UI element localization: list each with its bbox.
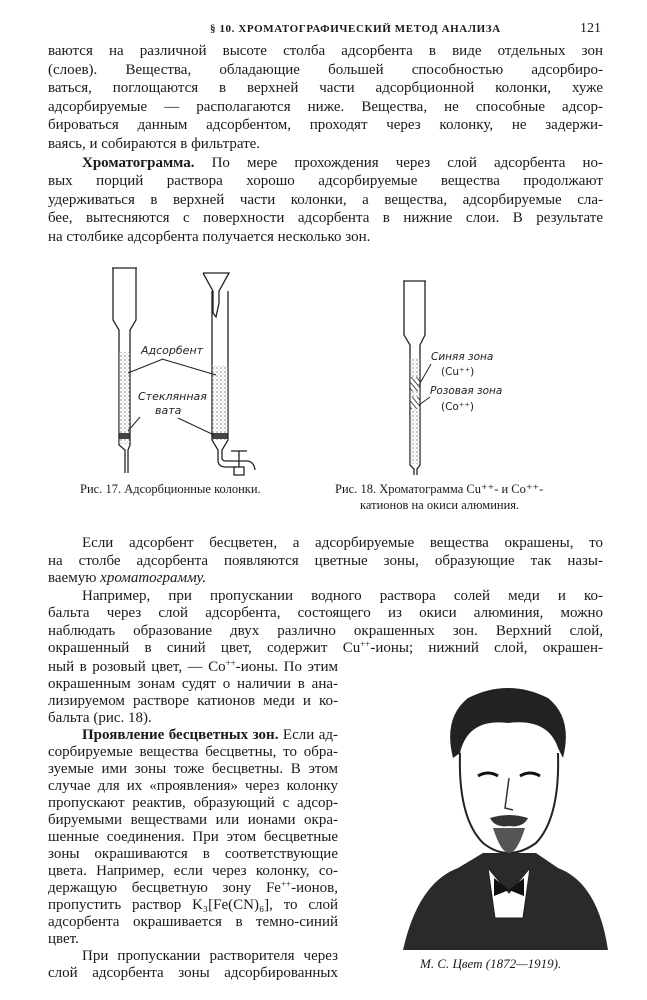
text-line bbox=[48, 659, 338, 676]
text-line: вых порций раствора хорошо адсорбируемые вещества продолжают bbox=[48, 173, 603, 190]
label-blue-zone: Синяя зона bbox=[431, 351, 494, 363]
text-line: адсорбируемые — располагаются ниже. Вещества, не способные адсор- bbox=[48, 98, 603, 115]
text-span: По мере прохождения через слой адсорбента но- bbox=[194, 154, 603, 171]
figure-18-caption-line2: катионов на окиси алюминия. bbox=[360, 498, 520, 512]
text-line: цвет. bbox=[48, 931, 79, 947]
portrait-tsvet bbox=[398, 678, 613, 950]
fig17-labels bbox=[128, 344, 216, 435]
text-line: зуемые ими зоны тоже бесцветны. В этом bbox=[48, 761, 338, 777]
label-glass-wool-1: Стеклянная bbox=[138, 390, 207, 403]
text-line: лизируемом растворе катионов меди и ко- bbox=[48, 693, 338, 709]
text-line: ваясь, и собираются в фильтрате. bbox=[48, 135, 261, 152]
superscript: ++ bbox=[225, 658, 236, 668]
figure-17-caption: Рис. 17. Адсорбционные колонки. bbox=[80, 482, 261, 496]
paragraph-top bbox=[48, 42, 603, 247]
label-pink-zone: Розовая зона bbox=[430, 385, 503, 397]
section-heading-developing: Проявление бесцветных зон. bbox=[82, 727, 279, 743]
text-span: окрашенный в синий цвет, содержит Cu bbox=[48, 640, 361, 656]
text-line: При пропускании растворителя через bbox=[82, 948, 338, 964]
superscript: ++ bbox=[280, 879, 292, 889]
text-line: зоны окрашиваются в соответствующие bbox=[48, 846, 338, 862]
text-line: бее, вытесняются с поверхности адсорбента в нижние слои. В результате bbox=[48, 210, 603, 227]
text-line bbox=[48, 880, 338, 897]
page-number: 121 bbox=[580, 21, 601, 36]
text-line: окрашенным зонам судят о наличии в ана- bbox=[48, 676, 338, 692]
fig18-labels bbox=[419, 351, 502, 413]
text-line: цвета. Например, если через колонку, со- bbox=[48, 863, 338, 879]
paragraph-section2 bbox=[48, 535, 603, 658]
superscript: ++ bbox=[360, 639, 371, 649]
text-line: (слоев). Вещества, обладающие большей способностью адсорбиро- bbox=[48, 61, 603, 78]
column-right bbox=[203, 273, 255, 475]
text-span: -ионов, bbox=[291, 880, 338, 896]
label-cu-ion: (Cu⁺⁺) bbox=[441, 366, 475, 378]
text-span: -ионы. По этим bbox=[235, 659, 338, 675]
header-title: § 10. ХРОМАТОГРАФИЧЕСКИЙ МЕТОД АНАЛИЗА bbox=[210, 23, 501, 35]
text-line: бальта через слой адсорбента, состоящего из окиси алюминия, можно bbox=[48, 605, 603, 621]
text-line: сорбируемые вещества бесцветны, то обра- bbox=[48, 744, 338, 760]
portrait-caption: М. С. Цвет (1872—1919). bbox=[420, 956, 562, 971]
text-line: Например, при пропускании водного раствора солей меди и ко- bbox=[82, 587, 603, 604]
text-line: на столбе адсорбента появляются цветные зоны, образующие так назы- bbox=[48, 552, 603, 569]
text-line: Если адсорбент бесцветен, а адсорбируемые вещества окрашены, то bbox=[82, 535, 603, 551]
text-span: держащую бесцветную зону Fe bbox=[48, 880, 281, 896]
text-line: шенные соединения. При этом бесцветные bbox=[48, 829, 338, 845]
section-heading-chromatogram: Хроматограмма. bbox=[82, 154, 195, 171]
text-line bbox=[48, 727, 338, 744]
text-line bbox=[48, 640, 603, 658]
text-line: бальта (рис. 18). bbox=[48, 710, 152, 726]
text-line: наблюдать образование двух различно окрашенных зон. Верхний слой, bbox=[48, 622, 603, 639]
text-line: бироваться данным адсорбентом, проходят через колонку, не задержи- bbox=[48, 117, 603, 134]
term-chromatogram: хроматограмму. bbox=[100, 570, 207, 586]
paragraph-narrow-column bbox=[48, 659, 338, 982]
text-line: ваться, поглощаются в верхней части адсорбционной колонки, хуже bbox=[48, 80, 603, 97]
running-header bbox=[0, 22, 647, 38]
text-span: Если ад- bbox=[278, 727, 339, 743]
text-line: на столбике адсорбента получается несколько зон. bbox=[48, 228, 371, 245]
text-line: ваются на различной высоте столба адсорбента в виде отдельных зон bbox=[48, 43, 603, 59]
text-line: пропустить раствор K₃[Fe(CN)₆], то слой bbox=[48, 897, 338, 913]
text-line bbox=[48, 154, 603, 173]
figure-17-adsorption-columns bbox=[0, 255, 647, 480]
text-line: случае для их «проявления» через колонку bbox=[48, 778, 338, 794]
text-span: ный в розовый цвет, — Co bbox=[48, 659, 226, 675]
text-line: удерживаться в верхней части колонки, а вещества, адсорбируемые сла- bbox=[48, 191, 603, 208]
text-line: пропускают реактив, образующий с адсор- bbox=[48, 795, 338, 811]
text-span: ваемую bbox=[48, 570, 101, 586]
label-co-ion: (Co⁺⁺) bbox=[441, 401, 475, 413]
text-line: адсорбента окрашивается в темно-синий bbox=[48, 914, 338, 930]
text-line: слой адсорбента зоны адсорбированных bbox=[48, 965, 338, 981]
text-line bbox=[48, 570, 603, 588]
label-glass-wool-2: вата bbox=[155, 404, 182, 417]
label-adsorbent: Адсорбент bbox=[141, 344, 204, 357]
text-line: бируемыми веществами или ионами окра- bbox=[48, 812, 338, 828]
text-span: -ионы; нижний слой, окрашен- bbox=[370, 640, 603, 656]
figure-18-caption-line1: Рис. 18. Хроматограмма Cu⁺⁺- и Co⁺⁺- bbox=[335, 482, 544, 496]
